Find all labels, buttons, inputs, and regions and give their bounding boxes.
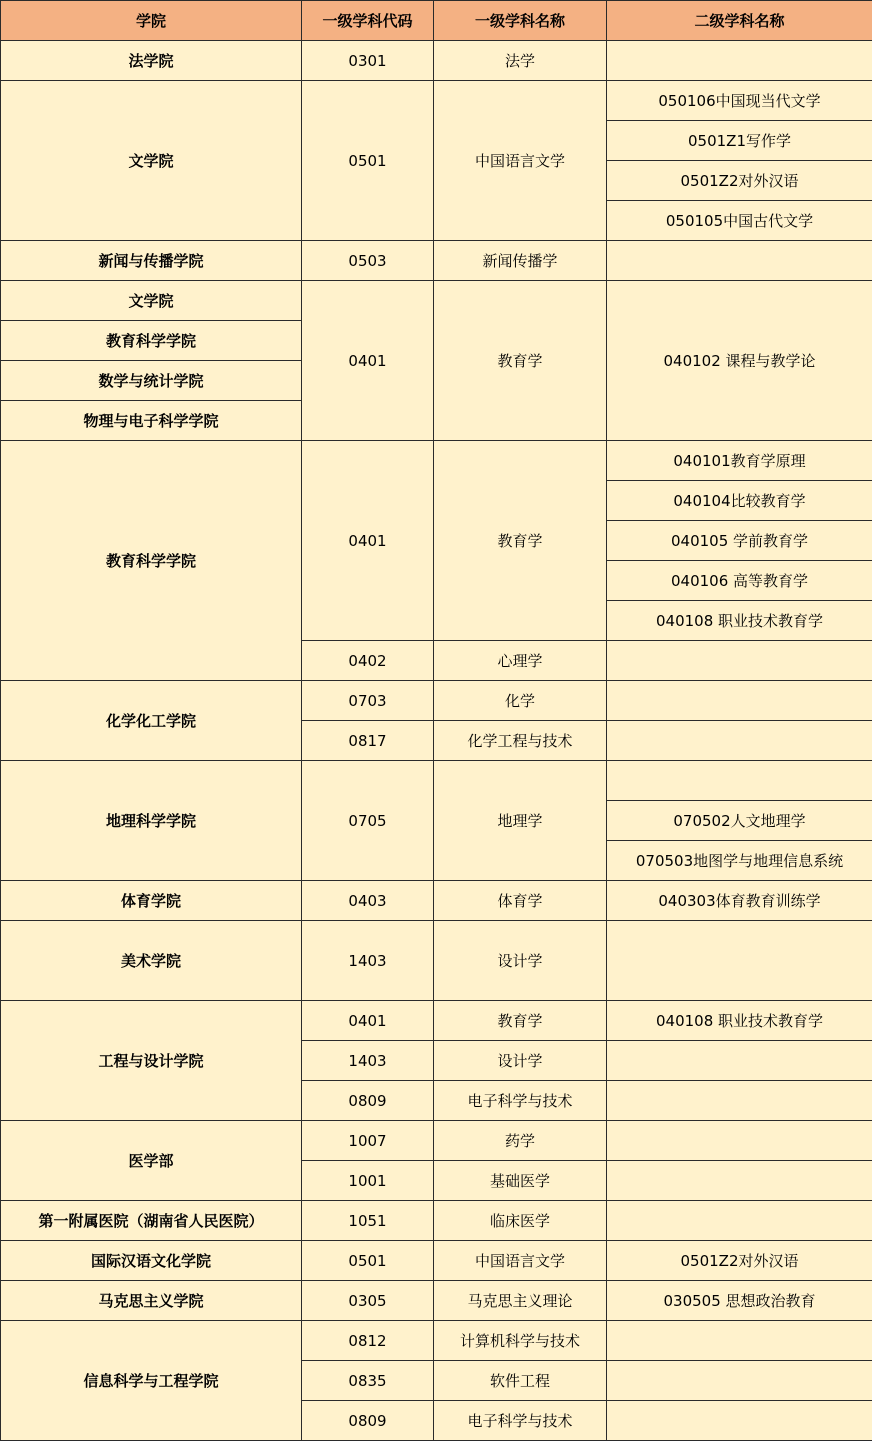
code-cell: 0705 — [302, 761, 434, 881]
table-row — [1, 881, 872, 921]
name-cell: 药学 — [434, 1121, 607, 1161]
code-cell: 0403 — [302, 881, 434, 921]
code-cell: 1403 — [302, 921, 434, 1001]
header-college: 学院 — [1, 1, 302, 41]
table-row — [1, 921, 872, 1001]
college-cell: 文学院 — [1, 81, 302, 241]
college-cell: 教育科学学院 — [1, 441, 302, 681]
name-cell: 中国语言文学 — [434, 81, 607, 241]
table-row — [1, 1321, 872, 1361]
college-cell: 体育学院 — [1, 881, 302, 921]
sub-cell — [607, 721, 872, 761]
sub-cell: 050105中国古代文学 — [607, 201, 872, 241]
sub-cell: 0501Z2对外汉语 — [607, 161, 872, 201]
code-cell: 0703 — [302, 681, 434, 721]
sub-cell: 040102 课程与教学论 — [607, 281, 872, 441]
code-cell: 0817 — [302, 721, 434, 761]
name-cell: 设计学 — [434, 921, 607, 1001]
sub-cell: 070503地图学与地理信息系统 — [607, 841, 872, 881]
sub-cell: 030505 思想政治教育 — [607, 1281, 872, 1321]
sub-cell: 0501Z2对外汉语 — [607, 1241, 872, 1281]
sub-cell — [607, 921, 872, 1001]
code-cell: 0809 — [302, 1401, 434, 1441]
code-cell: 0835 — [302, 1361, 434, 1401]
name-cell: 电子科学与技术 — [434, 1081, 607, 1121]
name-cell: 教育学 — [434, 281, 607, 441]
sub-cell — [607, 1321, 872, 1361]
name-cell: 设计学 — [434, 1041, 607, 1081]
sub-cell — [607, 1041, 872, 1081]
code-cell: 0301 — [302, 41, 434, 81]
sub-cell: 070502人文地理学 — [607, 801, 872, 841]
name-cell: 新闻传播学 — [434, 241, 607, 281]
table-row — [1, 1121, 872, 1161]
name-cell: 化学工程与技术 — [434, 721, 607, 761]
sub-cell: 0501Z1写作学 — [607, 121, 872, 161]
college-cell: 地理科学学院 — [1, 761, 302, 881]
sub-cell — [607, 1081, 872, 1121]
header-name: 一级学科名称 — [434, 1, 607, 41]
name-cell: 化学 — [434, 681, 607, 721]
college-cell: 数学与统计学院 — [1, 361, 302, 401]
code-cell: 0809 — [302, 1081, 434, 1121]
header-code: 一级学科代码 — [302, 1, 434, 41]
table-row — [1, 441, 872, 481]
sub-cell: 040108 职业技术教育学 — [607, 1001, 872, 1041]
sub-cell — [607, 1121, 872, 1161]
sub-cell: 040101教育学原理 — [607, 441, 872, 481]
sub-cell — [607, 761, 872, 801]
college-cell: 新闻与传播学院 — [1, 241, 302, 281]
code-cell: 0305 — [302, 1281, 434, 1321]
table-row — [1, 81, 872, 121]
sub-cell — [607, 1361, 872, 1401]
sub-cell: 050106中国现当代文学 — [607, 81, 872, 121]
header-row — [1, 1, 872, 41]
table-row — [1, 281, 872, 321]
table-row — [1, 761, 872, 801]
sub-cell: 040303体育教育训练学 — [607, 881, 872, 921]
college-cell: 国际汉语文化学院 — [1, 1241, 302, 1281]
code-cell: 0401 — [302, 441, 434, 641]
table-row — [1, 681, 872, 721]
code-cell: 1403 — [302, 1041, 434, 1081]
college-cell: 物理与电子科学学院 — [1, 401, 302, 441]
header-sub: 二级学科名称 — [607, 1, 872, 41]
college-cell: 法学院 — [1, 41, 302, 81]
sub-cell — [607, 41, 872, 81]
name-cell: 地理学 — [434, 761, 607, 881]
sub-cell — [607, 1161, 872, 1201]
table-row — [1, 1001, 872, 1041]
name-cell: 法学 — [434, 41, 607, 81]
sub-cell — [607, 681, 872, 721]
table-row — [1, 1241, 872, 1281]
college-cell: 教育科学学院 — [1, 321, 302, 361]
name-cell: 教育学 — [434, 1001, 607, 1041]
college-cell: 马克思主义学院 — [1, 1281, 302, 1321]
table-row — [1, 241, 872, 281]
code-cell: 1051 — [302, 1201, 434, 1241]
code-cell: 0501 — [302, 81, 434, 241]
table-row — [1, 1201, 872, 1241]
sub-cell: 040106 高等教育学 — [607, 561, 872, 601]
code-cell: 0501 — [302, 1241, 434, 1281]
college-cell: 信息科学与工程学院 — [1, 1321, 302, 1441]
college-cell: 第一附属医院（湖南省人民医院） — [1, 1201, 302, 1241]
college-cell: 文学院 — [1, 281, 302, 321]
name-cell: 软件工程 — [434, 1361, 607, 1401]
sub-cell: 040104比较教育学 — [607, 481, 872, 521]
name-cell: 电子科学与技术 — [434, 1401, 607, 1441]
sub-cell — [607, 1201, 872, 1241]
name-cell: 临床医学 — [434, 1201, 607, 1241]
college-cell: 医学部 — [1, 1121, 302, 1201]
sub-cell — [607, 1401, 872, 1441]
name-cell: 教育学 — [434, 441, 607, 641]
code-cell: 0402 — [302, 641, 434, 681]
name-cell: 体育学 — [434, 881, 607, 921]
college-cell: 美术学院 — [1, 921, 302, 1001]
code-cell: 0812 — [302, 1321, 434, 1361]
sub-cell: 040108 职业技术教育学 — [607, 601, 872, 641]
code-cell: 1007 — [302, 1121, 434, 1161]
name-cell: 中国语言文学 — [434, 1241, 607, 1281]
name-cell: 马克思主义理论 — [434, 1281, 607, 1321]
name-cell: 计算机科学与技术 — [434, 1321, 607, 1361]
college-cell: 化学化工学院 — [1, 681, 302, 761]
code-cell: 0503 — [302, 241, 434, 281]
code-cell: 0401 — [302, 1001, 434, 1041]
table-row — [1, 41, 872, 81]
college-cell: 工程与设计学院 — [1, 1001, 302, 1121]
code-cell: 0401 — [302, 281, 434, 441]
sub-cell: 040105 学前教育学 — [607, 521, 872, 561]
sub-cell — [607, 641, 872, 681]
code-cell: 1001 — [302, 1161, 434, 1201]
sub-cell — [607, 241, 872, 281]
name-cell: 心理学 — [434, 641, 607, 681]
name-cell: 基础医学 — [434, 1161, 607, 1201]
table-row — [1, 1281, 872, 1321]
